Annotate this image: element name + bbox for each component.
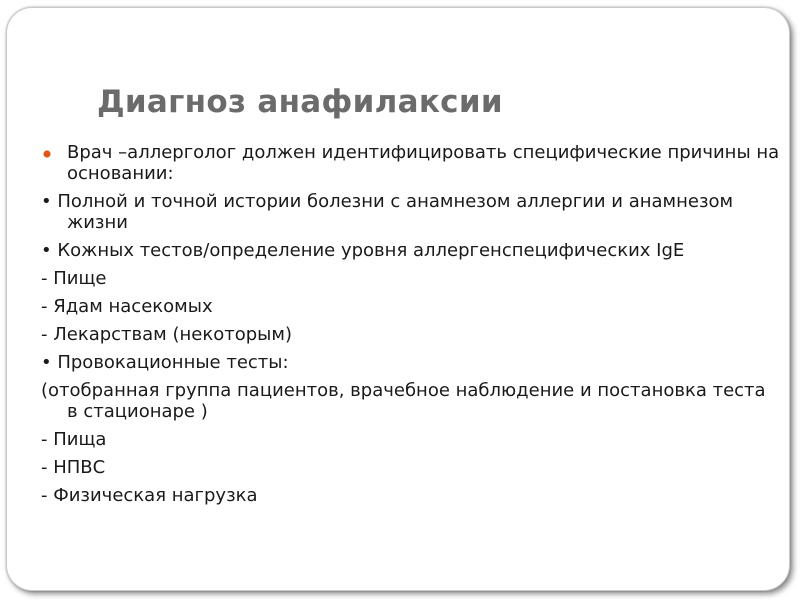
orange-dot-icon <box>43 145 57 161</box>
body-paragraph-3: • Кожных тестов/определение уровня аллергенспецифических IgE <box>41 240 685 261</box>
body-paragraph-9: - Пища <box>41 429 107 450</box>
slide-title: Диагноз анафилаксии <box>97 84 503 120</box>
body-paragraph-2: • Полной и точной истории болезни с анамнезом аллергии и анамнезом жизни <box>41 191 734 233</box>
body-paragraph-4: - Пище <box>41 268 107 289</box>
slide-frame <box>6 7 790 591</box>
body-paragraph-11: - Физическая нагрузка <box>41 485 258 506</box>
body-paragraph-1: Врач –аллерголог должен идентифицировать специфические причины на основании: <box>41 142 781 184</box>
body-paragraph-5: - Ядам насекомых <box>41 296 213 317</box>
slide-body <box>41 142 781 513</box>
body-paragraph-6: - Лекарствам (некоторым) <box>41 324 292 345</box>
body-paragraph-8: (отобранная группа пациентов, врачебное наблюдение и постановка теста в стационаре ) <box>41 380 766 422</box>
body-paragraph-7: • Провокационные тесты: <box>41 352 289 373</box>
body-paragraph-10: - НПВС <box>41 457 106 478</box>
